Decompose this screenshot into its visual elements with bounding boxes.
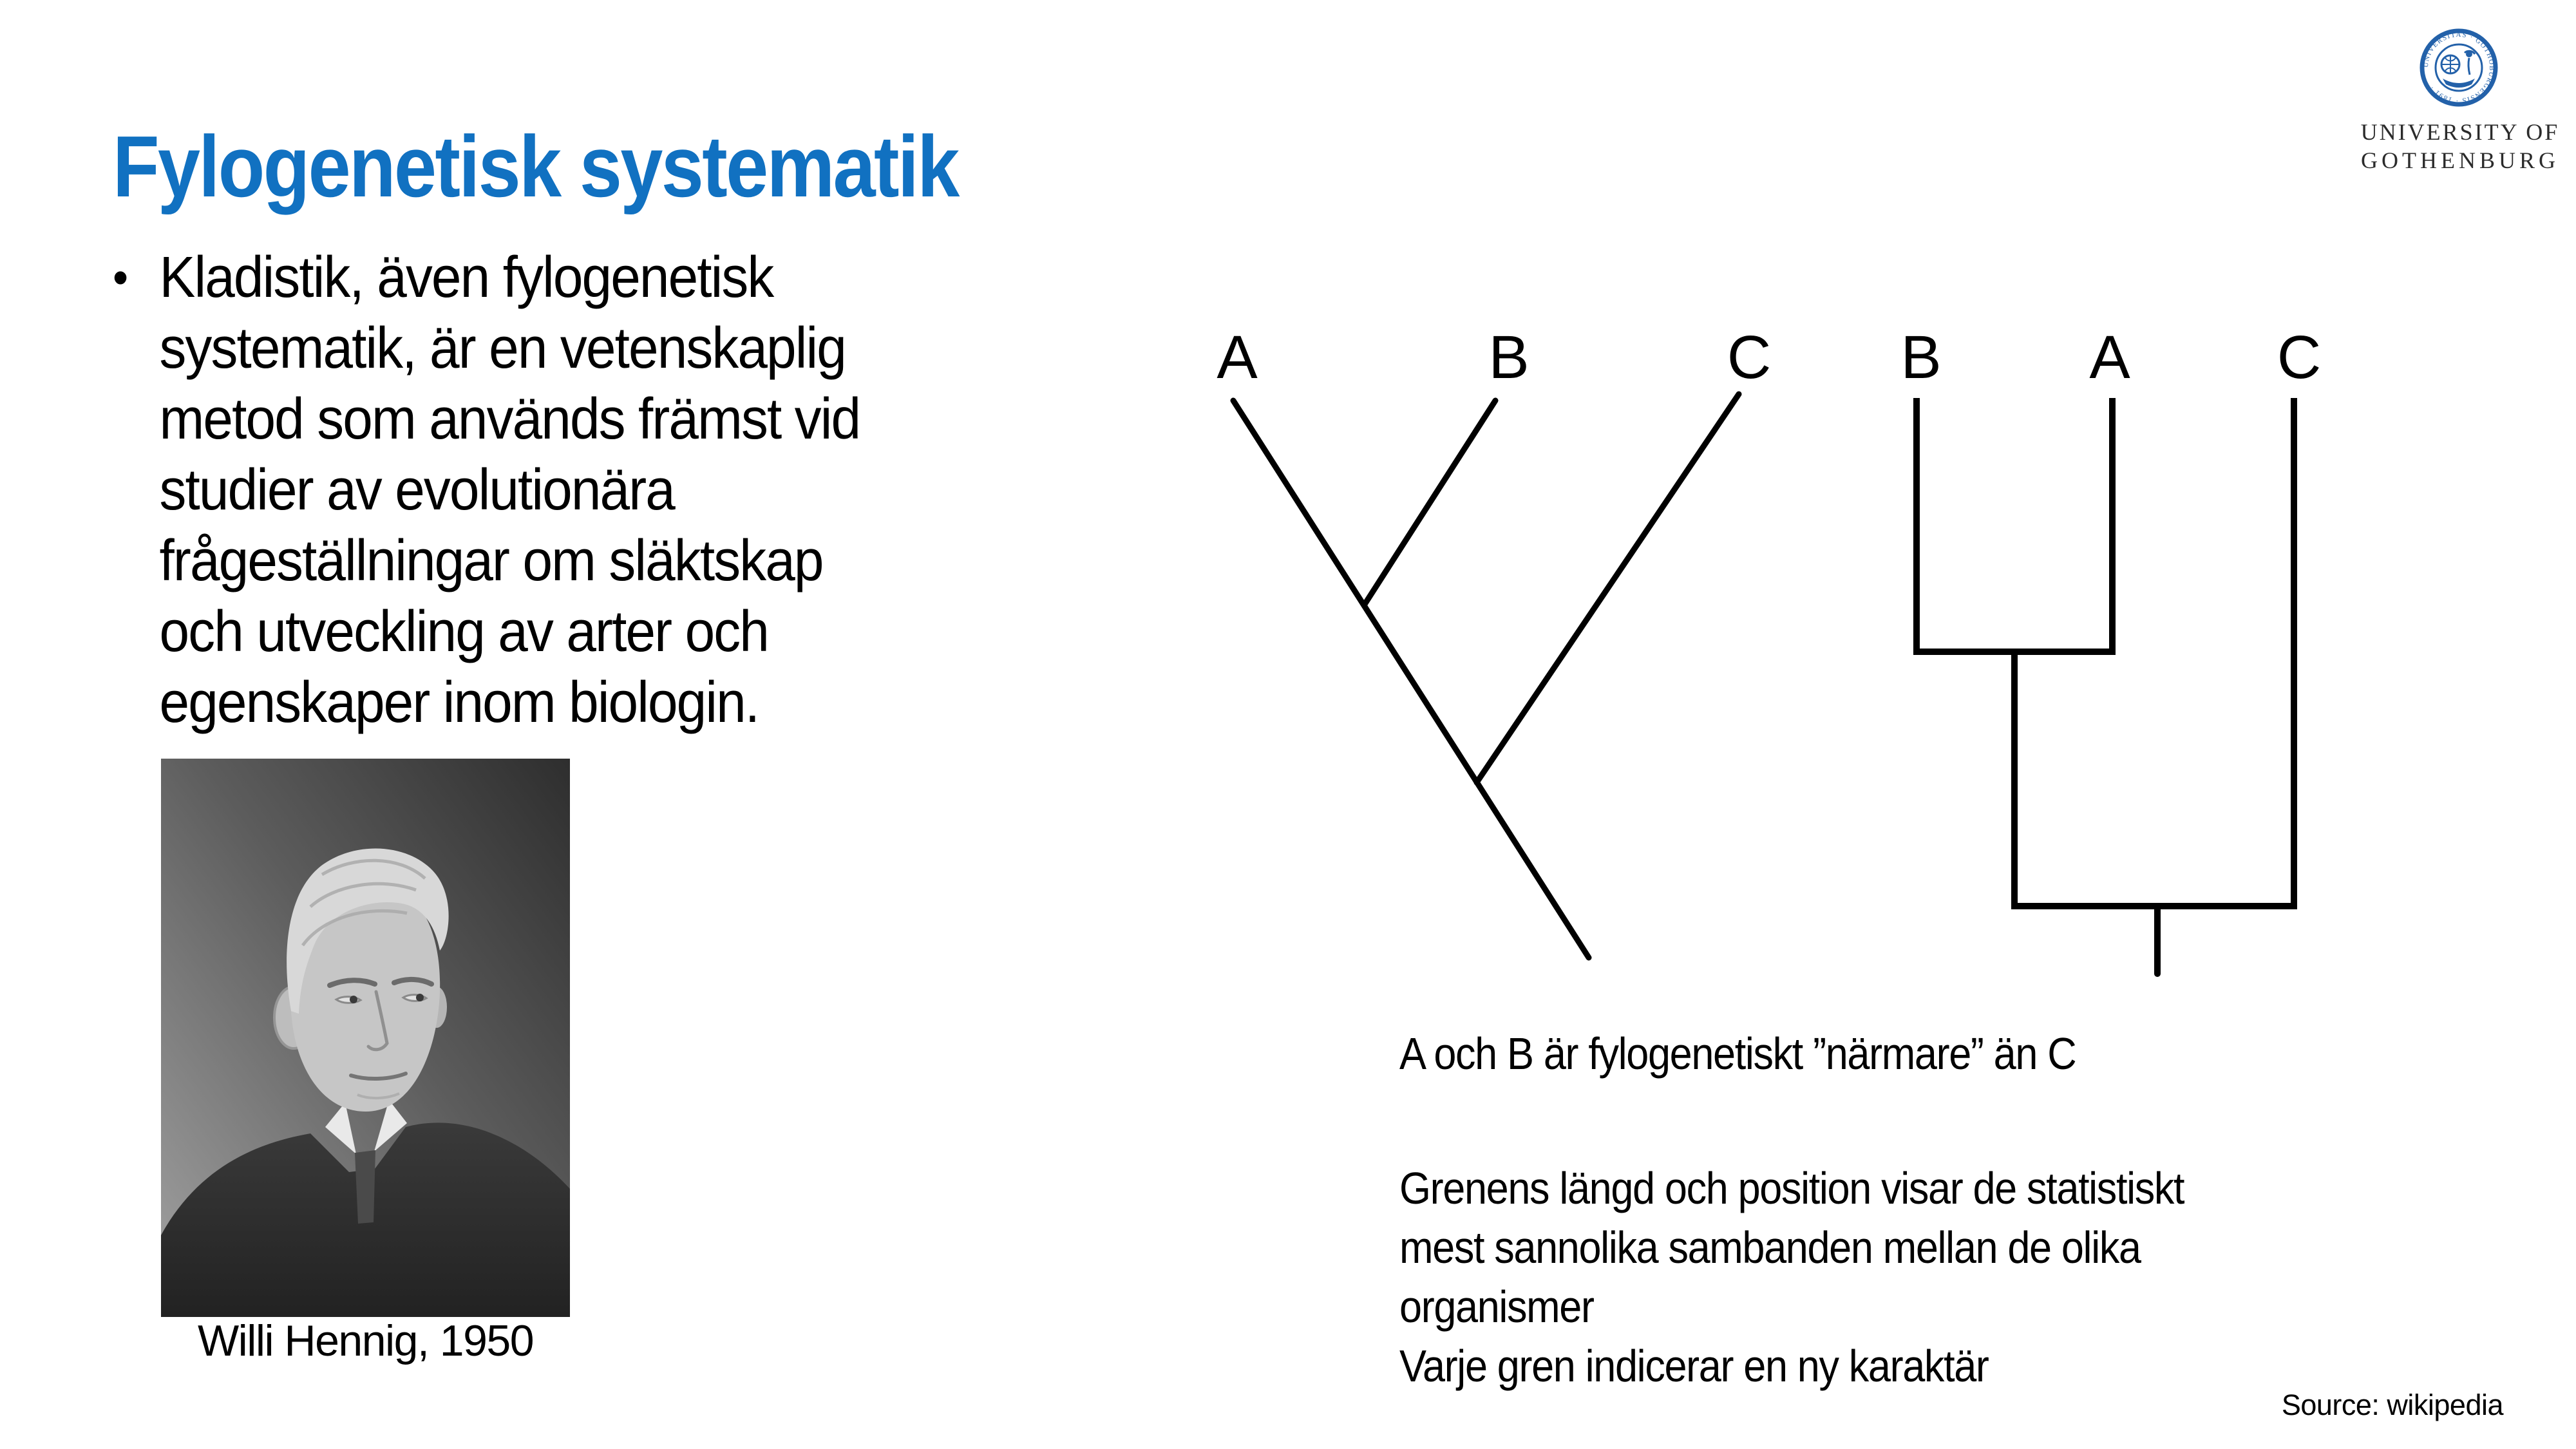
annotation-line: Grenens längd och position visar de statistiskt <box>1399 1163 2184 1213</box>
annotation-closeness: A och B är fylogenetiskt ”närmare” än C <box>1399 1028 2076 1079</box>
bullet-line: metod som används främst vid <box>159 387 860 451</box>
bullet-line: frågeställningar om släktskap <box>159 529 823 593</box>
bullet-line: studier av evolutionära <box>159 458 674 522</box>
bullet-line: och utveckling av arter och <box>159 600 768 664</box>
annotation-paragraph <box>1399 1159 2184 1396</box>
annotation-line: organismer <box>1399 1282 1594 1332</box>
seal-graphic <box>2420 28 2498 107</box>
annotation-line: mest sannolika sambanden mellan de olika <box>1399 1222 2141 1273</box>
university-wordmark <box>2325 118 2576 175</box>
taxon-label: A <box>2089 323 2130 392</box>
university-name-line1: UNIVERSITY OF <box>2360 119 2560 145</box>
branch-b <box>1364 401 1495 605</box>
taxon-label: B <box>1900 323 1942 392</box>
university-seal-icon <box>2420 28 2498 107</box>
university-name-line2: GOTHENBURG <box>2361 147 2559 173</box>
seal-ring-text: UNIVERSITAS · GOTHOBURGENSIS · 1891 · <box>2421 30 2496 105</box>
bullet-line: Kladistik, även fylogenetisk <box>159 245 773 310</box>
bullet-marker: • <box>113 251 128 304</box>
bullet-line: egenskaper inom biologin. <box>159 670 759 735</box>
bullet-line: systematik, är en vetenskaplig <box>159 316 846 381</box>
source-credit: Source: wikipedia <box>2281 1388 2503 1421</box>
diagonal-cladogram <box>1233 394 1739 958</box>
photo-caption: Willi Hennig, 1950 <box>197 1316 534 1365</box>
page-title: Fylogenetisk systematik <box>113 118 958 215</box>
taxon-label: C <box>2277 323 2322 392</box>
annotation-line: Varje gren indicerar en ny karaktär <box>1399 1341 1989 1391</box>
rectangular-cladogram <box>1913 398 2297 974</box>
taxon-label: A <box>1217 323 1258 392</box>
branch-c <box>1477 394 1739 782</box>
taxon-label: B <box>1488 323 1530 392</box>
branch-main-root <box>1233 401 1589 958</box>
taxon-label: C <box>1727 323 1772 392</box>
